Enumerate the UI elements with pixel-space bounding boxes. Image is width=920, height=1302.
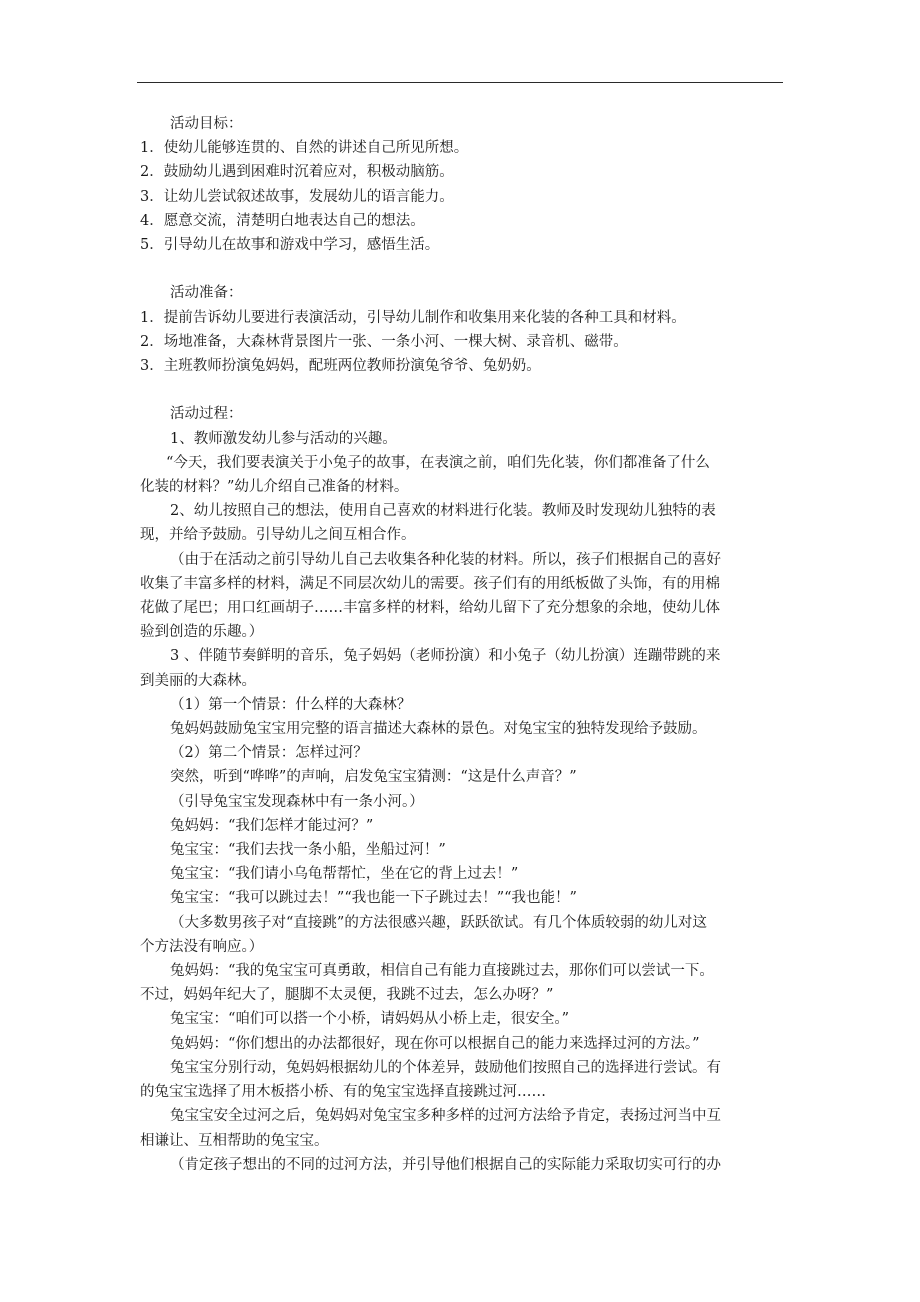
dialog-line: 兔宝宝：“我可以跳过去！”“我也能一下子跳过去！”“我也能！” bbox=[170, 890, 577, 907]
goal-item: 5．引导幼儿在故事和游戏中学习，感悟生活。 bbox=[140, 237, 440, 254]
dialog-line: 兔宝宝：“我们请小乌龟帮帮忙，坐在它的背上过去！” bbox=[170, 866, 519, 883]
document-body bbox=[140, 112, 790, 1177]
dialog-line: 兔宝宝：“咱们可以搭一个小桥，请妈妈从小桥上走，很安全。” bbox=[170, 1011, 570, 1028]
process-text: “今天，我们要表演关于小兔子的故事，在表演之前，咱们先化装，你们都准备了什么 bbox=[166, 454, 710, 471]
process-note: 验到创造的乐趣。） bbox=[140, 624, 264, 641]
process-text: 到美丽的大森林。 bbox=[140, 672, 256, 689]
prep-item: 1．提前告诉幼儿要进行表演活动，引导幼儿制作和收集用来化装的各种工具和材料。 bbox=[140, 309, 686, 326]
process-step: 3 、伴随节奏鲜明的音乐，兔子妈妈（老师扮演）和小兔子（幼儿扮演）连蹦带跳的来 bbox=[170, 648, 721, 665]
process-note: （由于在活动之前引导幼儿自己去收集各种化装的材料。所以，孩子们根据自己的喜好 bbox=[170, 551, 721, 568]
header-rule bbox=[137, 82, 783, 83]
process-note: （大多数男孩子对“直接跳”的方法很感兴趣，跃跃欲试。有几个体质较弱的幼儿对这 bbox=[170, 914, 707, 931]
spacer bbox=[170, 257, 790, 281]
process-text: 兔宝宝分别行动，兔妈妈根据幼儿的个体差异，鼓励他们按照自己的选择进行尝试。有 bbox=[170, 1059, 721, 1076]
goal-item: 3．让幼儿尝试叙述故事，发展幼儿的语言能力。 bbox=[140, 188, 454, 205]
process-text: 相谦让、互相帮助的兔宝宝。 bbox=[140, 1132, 329, 1149]
process-note: （肯定孩子想出的不同的过河方法，并引导他们根据自己的实际能力采取切实可行的办 bbox=[170, 1156, 721, 1173]
scene-title: （2）第二个情景：怎样过河？ bbox=[170, 745, 368, 762]
dialog-line: 不过，妈妈年纪大了，腿脚不太灵便，我跳不过去，怎么办呀？” bbox=[140, 987, 554, 1004]
process-text: 的兔宝宝选择了用木板搭小桥、有的兔宝宝选择直接跳过河…… bbox=[140, 1084, 546, 1101]
process-step: 1、教师激发幼儿参与活动的兴趣。 bbox=[170, 430, 397, 447]
spacer bbox=[170, 378, 790, 402]
dialog-line: 兔宝宝：“我们去找一条小船，坐船过河！” bbox=[170, 842, 446, 859]
prep-item: 2．场地准备，大森林背景图片一张、一条小河、一棵大树、录音机、磁带。 bbox=[140, 333, 628, 350]
process-note: 花做了尾巴；用口红画胡子……丰富多样的材料，给幼儿留下了充分想象的余地，使幼儿体 bbox=[140, 600, 720, 617]
dialog-line: 兔妈妈：“你们想出的办法都很好，现在你可以根据自己的能力来选择过河的方法。” bbox=[170, 1035, 700, 1052]
goal-item: 4．愿意交流，清楚明白地表达自己的想法。 bbox=[140, 212, 425, 229]
process-note: 个方法没有响应。） bbox=[140, 938, 264, 955]
process-note: （引导兔宝宝发现森林中有一条小河。） bbox=[170, 793, 424, 810]
process-text: 兔宝宝安全过河之后，兔妈妈对兔宝宝多种多样的过河方法给予肯定，表扬过河当中互 bbox=[170, 1108, 721, 1125]
process-title: 活动过程： bbox=[170, 406, 243, 423]
process-text: 现，并给予鼓励。引导幼儿之间互相合作。 bbox=[140, 527, 416, 544]
prep-title: 活动准备： bbox=[170, 285, 243, 302]
scene-title: （1）第一个情景：什么样的大森林？ bbox=[170, 696, 412, 713]
dialog-line: 兔妈妈：“我们怎样才能过河？” bbox=[170, 817, 374, 834]
goals-title: 活动目标： bbox=[170, 116, 243, 132]
goal-item: 1．使幼儿能够连贯的、自然的讲述自己所见所想。 bbox=[140, 140, 469, 157]
process-text: 突然，听到“哗哗”的声响，启发兔宝宝猜测：“这是什么声音？” bbox=[170, 769, 577, 786]
prep-item: 3．主班教师扮演兔妈妈，配班两位教师扮演兔爷爷、兔奶奶。 bbox=[140, 358, 541, 375]
goal-item: 2．鼓励幼儿遇到困难时沉着应对，积极动脑筋。 bbox=[140, 164, 454, 181]
process-note: 收集了丰富多样的材料，满足不同层次幼儿的需要。孩子们有的用纸板做了头饰，有的用棉 bbox=[140, 575, 720, 592]
process-text: 化装的材料？”幼儿介绍自己准备的材料。 bbox=[140, 479, 409, 496]
process-text: 兔妈妈鼓励兔宝宝用完整的语言描述大森林的景色。对兔宝宝的独特发现给予鼓励。 bbox=[170, 721, 707, 738]
dialog-line: 兔妈妈：“我的兔宝宝可真勇敢，相信自己有能力直接跳过去，那你们可以尝试一下。 bbox=[170, 963, 714, 980]
process-step: 2、幼儿按照自己的想法，使用自己喜欢的材料进行化装。教师及时发现幼儿独特的表 bbox=[170, 503, 716, 520]
